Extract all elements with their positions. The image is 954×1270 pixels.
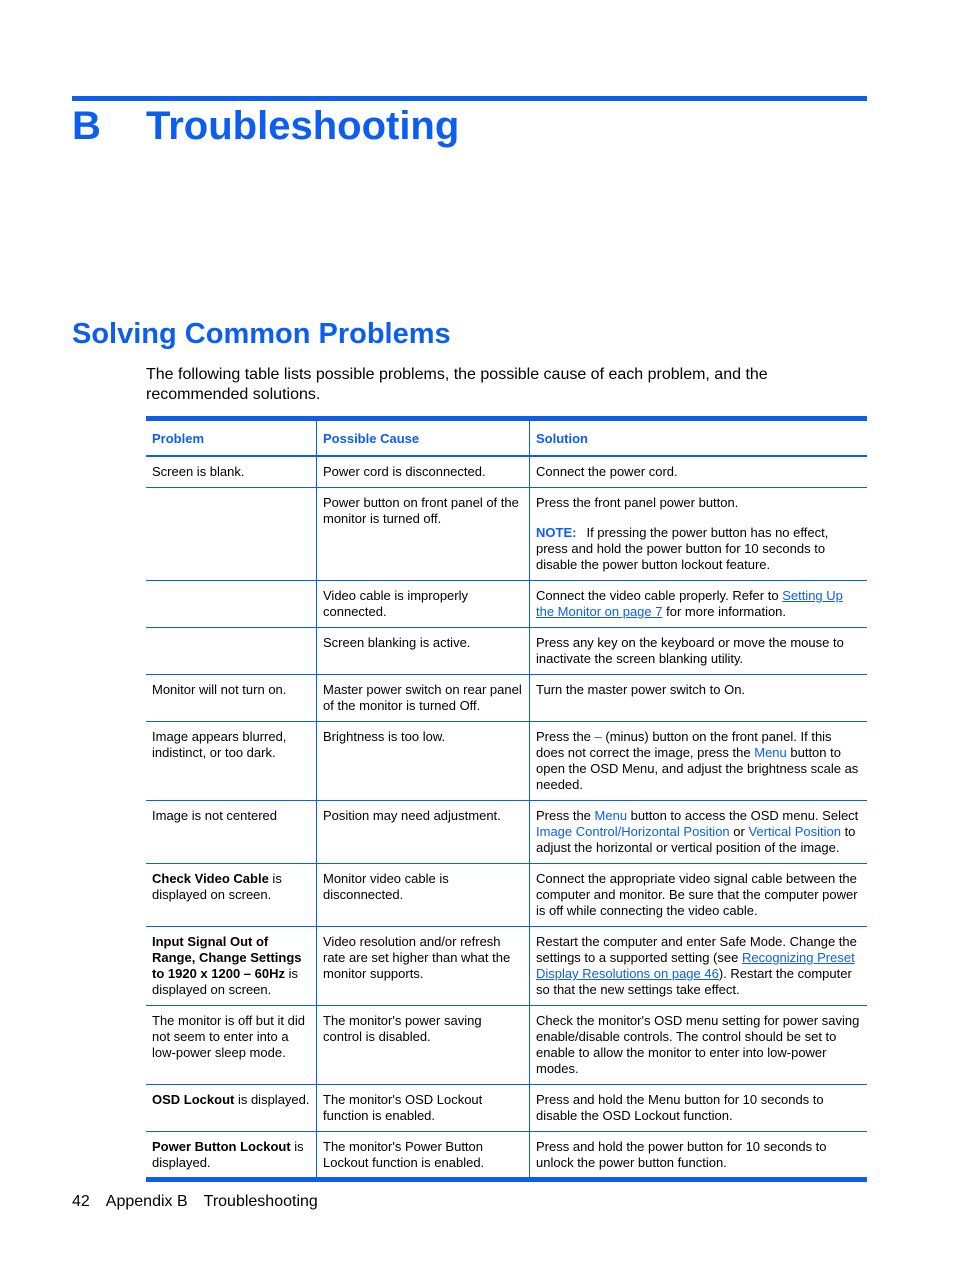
problem-cell [146, 581, 317, 628]
cause-cell: Position may need adjustment. [317, 801, 530, 864]
solution-text: (minus) button on the front panel. If this does not correct the image, press the [536, 729, 832, 760]
footer-title: Troubleshooting [203, 1193, 318, 1210]
problem-cell: Screen is blank. [146, 456, 317, 488]
problem-text: is displayed. [152, 1139, 304, 1170]
problem-cell [146, 864, 317, 927]
header-solution: Solution [530, 419, 868, 457]
table-header-row [146, 419, 867, 457]
preset-resolutions-link[interactable]: Recognizing Preset Display Resolutions on page 46 [536, 950, 855, 981]
problem-cell [146, 628, 317, 675]
solution-cell: Turn the master power switch to On. [530, 675, 868, 722]
solution-text: or [729, 824, 749, 839]
note-text: If pressing the power button has no effect, press and hold the power button for 10 seconds to disable the power button lockout feature. [536, 525, 829, 572]
troubleshooting-table [146, 416, 867, 1182]
problem-text: is displayed on screen. [152, 871, 282, 902]
cause-cell: Video cable is improperly connected. [317, 581, 530, 628]
problem-text: is displayed on screen. [152, 966, 298, 997]
solution-text: Restart the computer and enter Safe Mode. Change the settings to a supported setting (see [536, 934, 857, 965]
solution-cell: Connect the power cord. [530, 456, 868, 488]
cause-cell: Video resolution and/or refresh rate are set higher than what the monitor supports. [317, 927, 530, 1006]
cause-cell: The monitor's power saving control is disabled. [317, 1006, 530, 1085]
solution-text: to adjust the horizontal or vertical position of the image. [536, 824, 856, 855]
solution-cell: Press and hold the Menu button for 10 seconds to disable the OSD Lockout function. [530, 1085, 868, 1132]
solution-cell: Press any key on the keyboard or move the mouse to inactivate the screen blanking utility. [530, 628, 868, 675]
problem-message: Input Signal Out of Range, Change Settings to 1920 x 1200 – 60Hz [152, 934, 302, 981]
problem-message: OSD Lockout [152, 1092, 235, 1107]
solution-cell [530, 488, 868, 581]
solution-text: button to open the OSD Menu, and adjust the brightness scale as needed. [536, 745, 859, 792]
header-possible-cause: Possible Cause [317, 419, 530, 457]
chapter-title: Troubleshooting [146, 104, 460, 148]
problem-cell [146, 1085, 317, 1132]
problem-cell [146, 488, 317, 581]
problem-message: Power Button Lockout [152, 1139, 291, 1154]
cause-cell: Power button on front panel of the monitor is turned off. [317, 488, 530, 581]
solution-text: for more information. [662, 604, 787, 619]
problem-cell: The monitor is off but it did not seem to enter into a low-power sleep mode. [146, 1006, 317, 1085]
page-number: 42 [72, 1193, 90, 1210]
problem-text: is displayed. [234, 1092, 310, 1107]
table-row [146, 581, 867, 628]
solution-cell [530, 927, 868, 1006]
menu-button-ref: Menu [754, 745, 787, 760]
table-row [146, 801, 867, 864]
header-problem: Problem [146, 419, 317, 457]
chapter-letter: B [72, 104, 101, 148]
footer-appendix: Appendix B [105, 1193, 188, 1210]
problem-cell [146, 927, 317, 1006]
solution-cell [530, 801, 868, 864]
table-row [146, 927, 867, 1006]
page-footer [72, 1193, 334, 1211]
solution-text: Press the front panel power button. [536, 495, 739, 510]
cause-cell: The monitor's Power Button Lockout function is enabled. [317, 1132, 530, 1180]
solution-text: button to access the OSD menu. Select [627, 808, 859, 823]
solution-cell: Connect the appropriate video signal cable between the computer and monitor. Be sure that the computer power is off while connecting the video cable. [530, 864, 868, 927]
table-row [146, 1085, 867, 1132]
note-label: NOTE: [536, 525, 577, 540]
table-row [146, 722, 867, 801]
solution-cell [530, 581, 868, 628]
solution-text: Press the [536, 729, 595, 744]
solution-cell: Check the monitor's OSD menu setting for power saving enable/disable controls. The control should be set to enable to allow the monitor to enter into low-power modes. [530, 1006, 868, 1085]
vertical-position-ref: Vertical Position [748, 824, 841, 839]
table-row [146, 488, 867, 581]
minus-button-ref: – [594, 729, 602, 744]
table-row [146, 1006, 867, 1085]
table-row [146, 456, 867, 488]
problem-cell [146, 1132, 317, 1180]
solution-cell: Press and hold the power button for 10 seconds to unlock the power button function. [530, 1132, 868, 1180]
table-row [146, 675, 867, 722]
cause-cell: Monitor video cable is disconnected. [317, 864, 530, 927]
problem-cell: Monitor will not turn on. [146, 675, 317, 722]
horizontal-position-ref: Image Control/Horizontal Position [536, 824, 730, 839]
solution-cell [530, 722, 868, 801]
solution-text: Press the [536, 808, 595, 823]
table-row [146, 864, 867, 927]
table-row [146, 628, 867, 675]
cause-cell: Power cord is disconnected. [317, 456, 530, 488]
cause-cell: Screen blanking is active. [317, 628, 530, 675]
solution-text: ). Restart the computer so that the new settings take effect. [536, 966, 852, 997]
note [536, 525, 861, 573]
problem-message: Check Video Cable [152, 871, 269, 886]
cause-cell: Brightness is too low. [317, 722, 530, 801]
menu-button-ref: Menu [594, 808, 628, 823]
section-title: Solving Common Problems [72, 318, 451, 350]
table-row [146, 1132, 867, 1180]
cause-cell: Master power switch on rear panel of the monitor is turned Off. [317, 675, 530, 722]
cause-cell: The monitor's OSD Lockout function is enabled. [317, 1085, 530, 1132]
intro-paragraph: The following table lists possible problems, the possible cause of each problem, and the recommended solutions. [146, 366, 768, 403]
problem-cell: Image is not centered [146, 801, 317, 864]
setting-up-monitor-link[interactable]: Setting Up the Monitor on page 7 [536, 588, 843, 619]
problem-cell: Image appears blurred, indistinct, or too dark. [146, 722, 317, 801]
solution-text: Connect the video cable properly. Refer to [536, 588, 783, 603]
